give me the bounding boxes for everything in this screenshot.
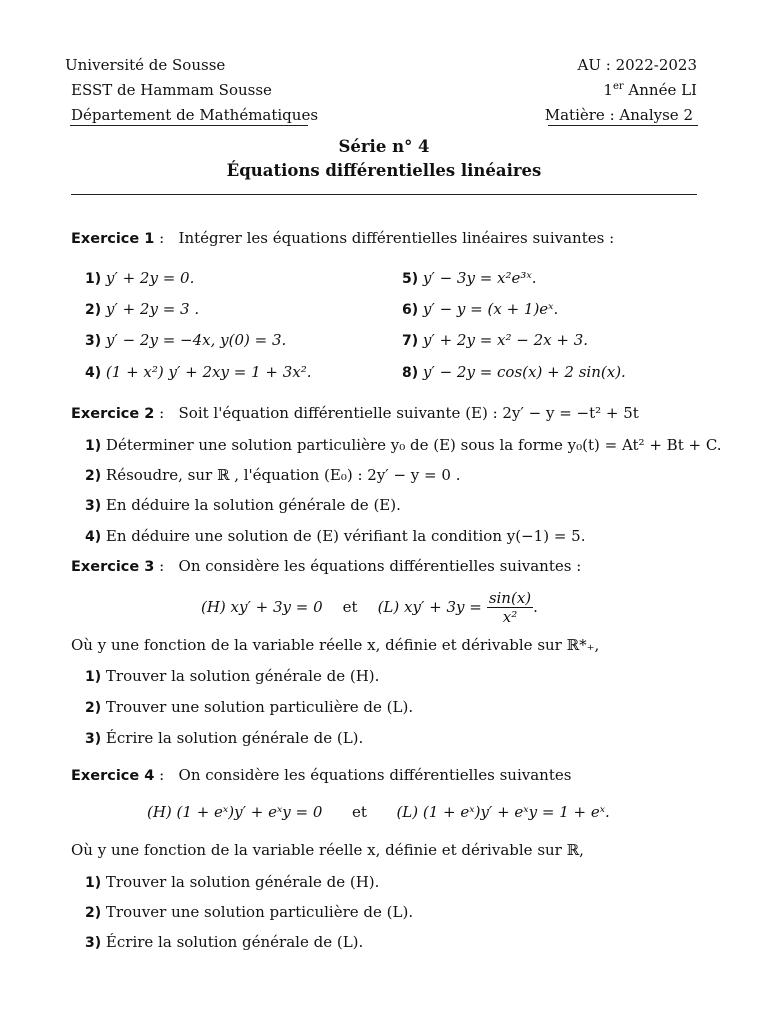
ex3-equation-l: (L) xy′ + 3y = xyxy=(377,598,482,616)
class-level: 1er Année LI xyxy=(603,81,697,99)
ex2-item-3: 3) En déduire la solution générale de (E). xyxy=(85,496,401,514)
ex3-item-2: 2) Trouver une solution particulière de (L). xyxy=(85,698,414,716)
subject-underline xyxy=(548,125,698,126)
exercise-1-heading: Exercice 1 : Intégrer les équations différentielles linéaires suivantes : xyxy=(71,229,615,247)
ex1-item-3: 3) y′ − 2y = −4x, y(0) = 3. xyxy=(85,331,287,349)
exercise-3-label: Exercice 3 xyxy=(71,559,155,575)
exercise-3-intro: On considère les équations différentielles suivantes : xyxy=(178,557,582,575)
exercise-2-intro: Soit l'équation différentielle suivante (E) : 2y′ − y = −t² + 5t xyxy=(178,404,639,422)
exercise-1-intro: Intégrer les équations différentielles linéaires suivantes : xyxy=(178,229,615,247)
ex3-domain: Où y une fonction de la variable réelle x, définie et dérivable sur ℝ*₊, xyxy=(71,636,600,654)
ex1-item-6: 6) y′ − y = (x + 1)eˣ. xyxy=(402,300,559,318)
ex4-domain: Où y une fonction de la variable réelle x, définie et dérivable sur ℝ, xyxy=(71,841,584,859)
university-name: Université de Sousse xyxy=(65,56,226,74)
academic-year: AU : 2022-2023 xyxy=(577,56,697,74)
ex4-equations xyxy=(147,803,610,821)
ex3-equation-h: (H) xy′ + 3y = 0 xyxy=(201,598,323,616)
ex1-item-7: 7) y′ + 2y = x² − 2x + 3. xyxy=(402,331,589,349)
ex1-item-1: 1) y′ + 2y = 0. xyxy=(85,269,195,287)
series-title: Série n° 4 xyxy=(338,137,430,156)
ex4-item-2: 2) Trouver une solution particulière de (L). xyxy=(85,903,414,921)
ex1-item-8: 8) y′ − 2y = cos(x) + 2 sin(x). xyxy=(402,363,626,381)
exercise-3-heading: Exercice 3 : On considère les équations différentielles suivantes : xyxy=(71,557,582,575)
series-subtitle: Équations différentielles linéaires xyxy=(226,161,542,180)
ex4-equation-l: (L) (1 + eˣ)y′ + eˣy = 1 + eˣ. xyxy=(396,803,610,821)
department-name: Département de Mathématiques xyxy=(71,106,319,124)
subject-name: Matière : Analyse 2 xyxy=(544,106,693,124)
department-underline xyxy=(70,125,308,126)
exercise-2-heading: Exercice 2 : Soit l'équation différentielle suivante (E) : 2y′ − y = −t² + 5t xyxy=(71,404,639,422)
exercise-2-label: Exercice 2 xyxy=(71,406,155,422)
ex1-item-5: 5) y′ − 3y = x²e³ˣ. xyxy=(402,269,537,287)
title-rule xyxy=(71,194,697,195)
ex3-item-3: 3) Écrire la solution générale de (L). xyxy=(85,729,364,747)
ex4-et: et xyxy=(351,803,367,821)
ex1-item-2: 2) y′ + 2y = 3 . xyxy=(85,300,200,318)
ex3-item-1: 1) Trouver la solution générale de (H). xyxy=(85,667,380,685)
ex1-item-4: 4) (1 + x²) y′ + 2xy = 1 + 3x². xyxy=(85,363,312,381)
exercise-1-label: Exercice 1 xyxy=(71,231,155,247)
ex4-equation-h: (H) (1 + eˣ)y′ + eˣy = 0 xyxy=(147,803,323,821)
exercise-4-heading: Exercice 4 : On considère les équations différentielles suivantes xyxy=(71,766,572,784)
school-name: ESST de Hammam Sousse xyxy=(71,81,272,99)
ex2-item-1: 1) Déterminer une solution particulière y₀ de (E) sous la forme y₀(t) = At² + Bt + C. xyxy=(85,436,722,454)
exercise-4-label: Exercice 4 xyxy=(71,768,155,784)
ex3-et: et xyxy=(342,598,358,616)
ex3-equations: (H) xy′ + 3y = 0 et (L) xy′ + 3y = $\frac{\sin(x)}{\text{x²}}$ . xyxy=(201,588,538,626)
ex4-item-3: 3) Écrire la solution générale de (L). xyxy=(85,933,364,951)
exercise-4-intro: On considère les équations différentielles suivantes xyxy=(178,766,572,784)
ex2-item-4: 4) En déduire une solution de (E) vérifiant la condition y(−1) = 5. xyxy=(85,527,586,545)
ex2-item-2: 2) Résoudre, sur ℝ , l'équation (E₀) : 2y′ − y = 0 . xyxy=(85,466,461,484)
ex3-fraction: $\frac{\sin(x)}{\text{x²}}$ xyxy=(488,588,532,626)
ex4-item-1: 1) Trouver la solution générale de (H). xyxy=(85,873,380,891)
